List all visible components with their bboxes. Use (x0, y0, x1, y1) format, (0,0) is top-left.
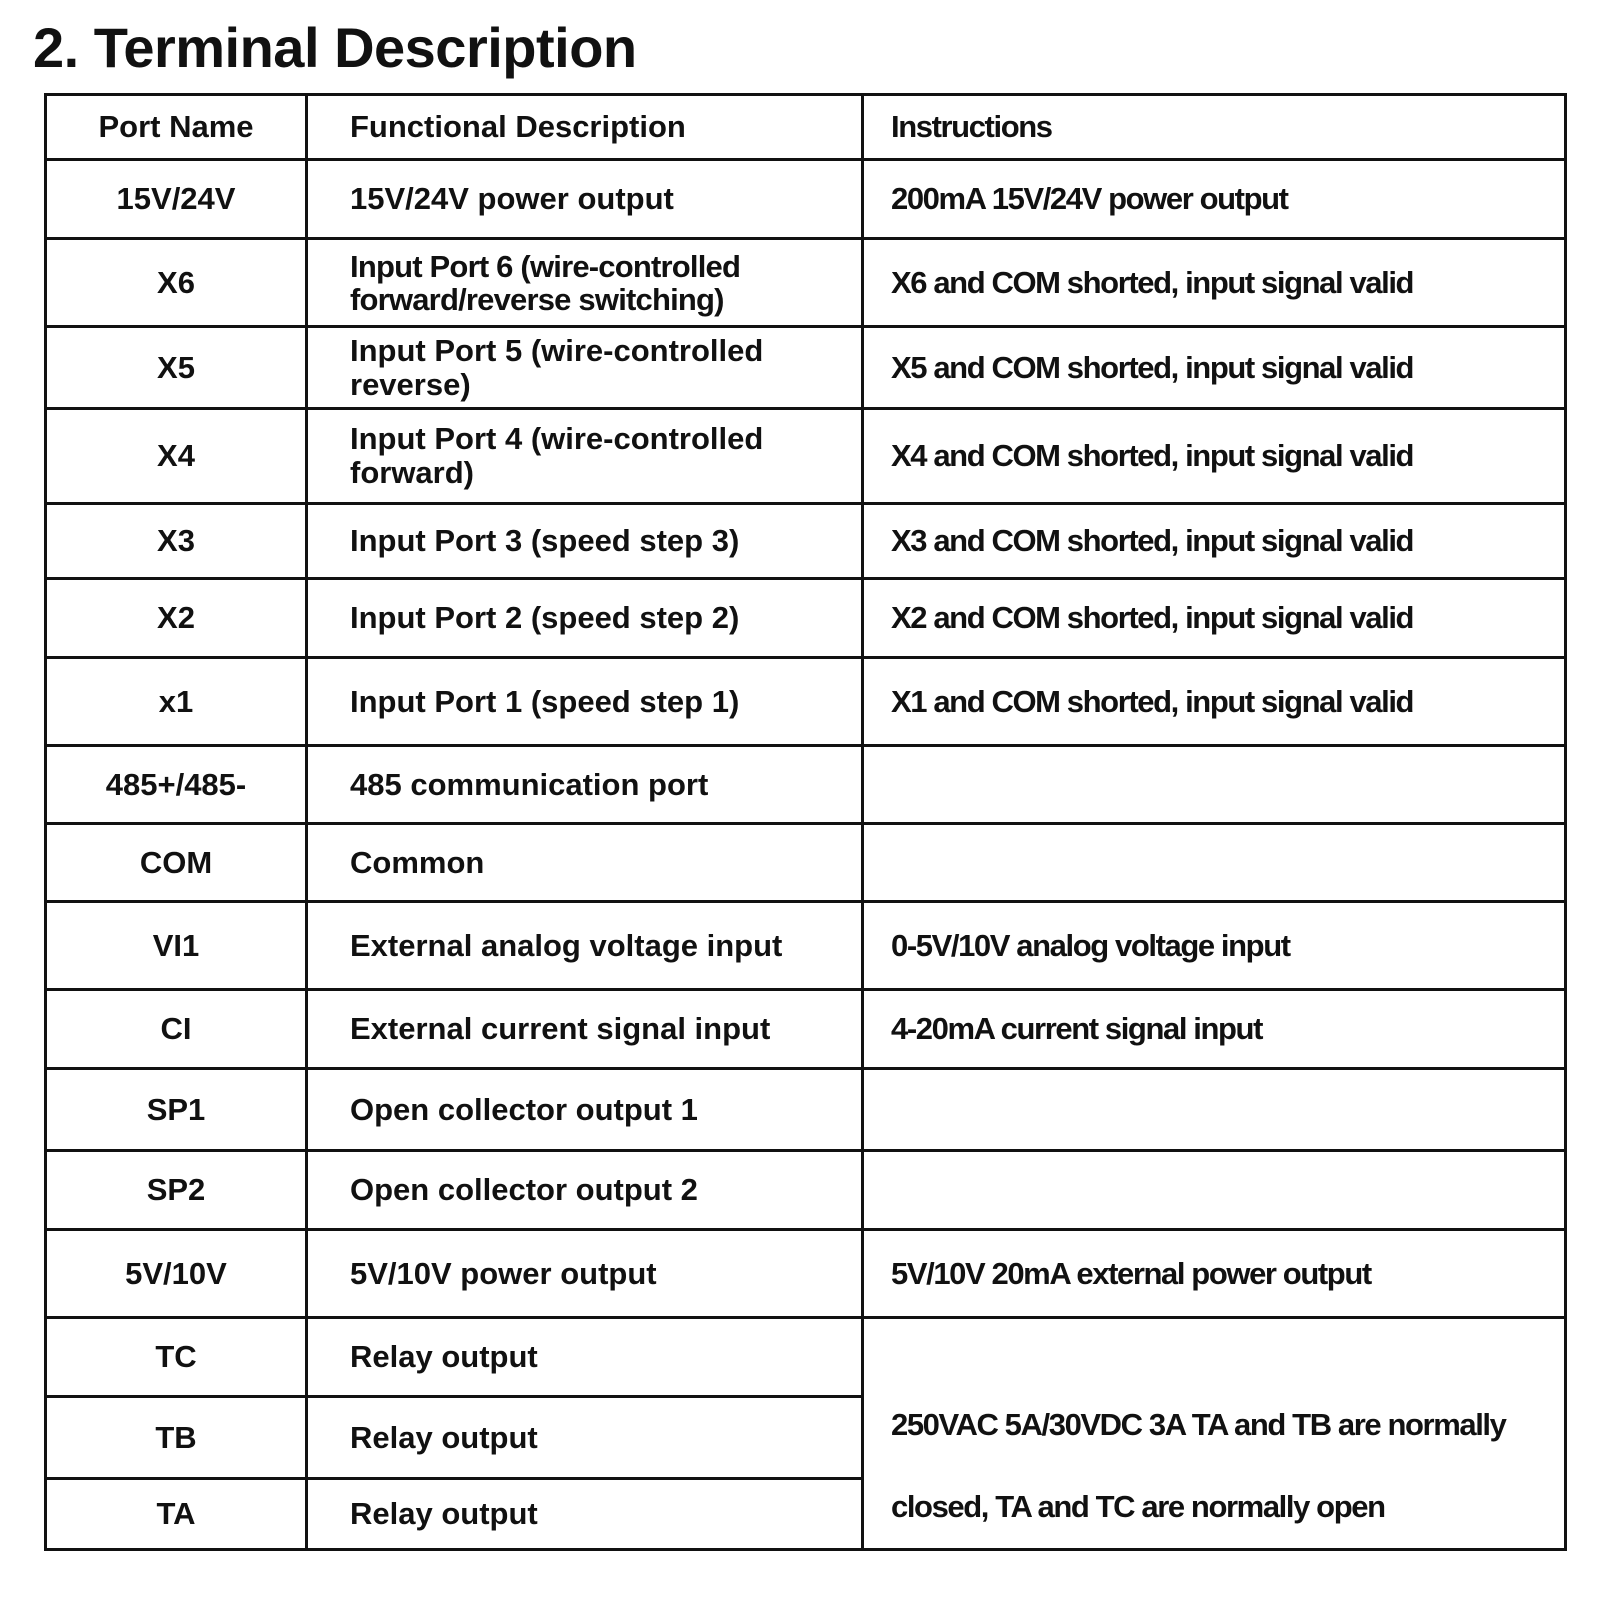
header-instructions: Instructions (863, 95, 1566, 160)
instruction-cell: X3 and COM shorted, input signal valid (863, 504, 1566, 579)
table-row (46, 327, 1566, 409)
function-cell: Input Port 6 (wire-controlled forward/reverse switching) (307, 239, 863, 327)
table-row (46, 1151, 1566, 1230)
instruction-cell: X2 and COM shorted, input signal valid (863, 579, 1566, 658)
terminal-table (44, 93, 1567, 1551)
table-row (46, 824, 1566, 902)
instruction-cell: 5V/10V 20mA external power output (863, 1230, 1566, 1318)
instruction-cell (863, 824, 1566, 902)
function-cell: 5V/10V power output (307, 1230, 863, 1318)
port-name-cell: X2 (46, 579, 307, 658)
function-cell: Input Port 2 (speed step 2) (307, 579, 863, 658)
function-cell: Open collector output 1 (307, 1069, 863, 1151)
instruction-cell: 0-5V/10V analog voltage input (863, 902, 1566, 990)
function-cell: Input Port 5 (wire-controlled reverse) (307, 327, 863, 409)
instruction-cell (863, 1151, 1566, 1230)
table-row (46, 658, 1566, 746)
function-cell: 15V/24V power output (307, 160, 863, 239)
port-name-cell: COM (46, 824, 307, 902)
instruction-cell (863, 1069, 1566, 1151)
function-cell: Relay output (307, 1318, 863, 1397)
header-port-name: Port Name (46, 95, 307, 160)
table-row (46, 504, 1566, 579)
port-name-cell: VI1 (46, 902, 307, 990)
port-name-cell: TA (46, 1479, 307, 1550)
port-name-cell: 5V/10V (46, 1230, 307, 1318)
relay-instruction-cell: 250VAC 5A/30VDC 3A TA and TB are normally closed, TA and TC are normally open (863, 1318, 1566, 1550)
table-row (46, 1318, 1566, 1397)
port-name-cell: CI (46, 990, 307, 1069)
table-row (46, 1230, 1566, 1318)
table-row (46, 990, 1566, 1069)
instruction-cell: 4-20mA current signal input (863, 990, 1566, 1069)
instruction-cell: X1 and COM shorted, input signal valid (863, 658, 1566, 746)
port-name-cell: X6 (46, 239, 307, 327)
function-cell: External current signal input (307, 990, 863, 1069)
table-row (46, 1069, 1566, 1151)
port-name-cell: x1 (46, 658, 307, 746)
table-header-row (46, 95, 1566, 160)
port-name-cell: SP2 (46, 1151, 307, 1230)
table-row (46, 160, 1566, 239)
table-row (46, 902, 1566, 990)
function-cell: Common (307, 824, 863, 902)
port-name-cell: TC (46, 1318, 307, 1397)
port-name-cell: X4 (46, 409, 307, 504)
table-row (46, 239, 1566, 327)
function-cell: Relay output (307, 1397, 863, 1479)
instruction-cell: X5 and COM shorted, input signal valid (863, 327, 1566, 409)
instruction-cell: 200mA 15V/24V power output (863, 160, 1566, 239)
port-name-cell: 485+/485- (46, 746, 307, 824)
function-cell: Input Port 1 (speed step 1) (307, 658, 863, 746)
function-cell: Relay output (307, 1479, 863, 1550)
port-name-cell: SP1 (46, 1069, 307, 1151)
function-cell: Input Port 4 (wire-controlled forward) (307, 409, 863, 504)
table-row (46, 746, 1566, 824)
table-row (46, 579, 1566, 658)
port-name-cell: 15V/24V (46, 160, 307, 239)
instruction-cell: X6 and COM shorted, input signal valid (863, 239, 1566, 327)
instruction-cell: X4 and COM shorted, input signal valid (863, 409, 1566, 504)
function-cell: Open collector output 2 (307, 1151, 863, 1230)
header-functional-description: Functional Description (307, 95, 863, 160)
function-cell: External analog voltage input (307, 902, 863, 990)
page-title: 2. Terminal Description (33, 16, 637, 79)
table-row (46, 409, 1566, 504)
function-cell: 485 communication port (307, 746, 863, 824)
port-name-cell: X3 (46, 504, 307, 579)
port-name-cell: X5 (46, 327, 307, 409)
function-cell: Input Port 3 (speed step 3) (307, 504, 863, 579)
instruction-cell (863, 746, 1566, 824)
port-name-cell: TB (46, 1397, 307, 1479)
